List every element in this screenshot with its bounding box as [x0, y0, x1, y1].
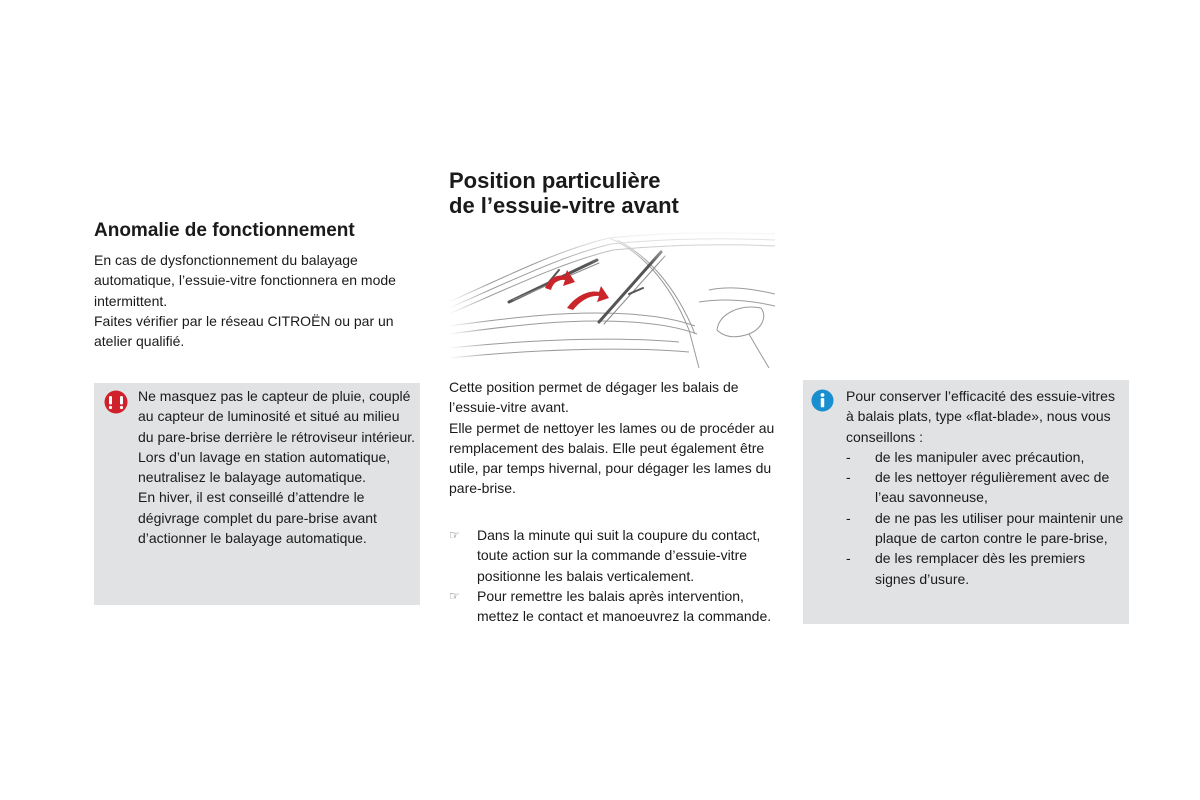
position-paragraph: Elle permet de nettoyer les lames ou de procéder au remplacement des balais. Elle peut également être utile, par temps hivernal, pour dégager les lames du pare-brise.	[449, 419, 775, 497]
list-item-text: de les manipuler avec précaution,	[875, 448, 1085, 465]
tips-list	[846, 447, 1124, 589]
dash-bullet: -	[846, 448, 851, 465]
list-item	[846, 467, 1124, 508]
warning-exclamation-icon	[104, 390, 128, 414]
list-item-text: Pour remettre les balais après intervention, mettez le contact et manoeuvrez la commande.	[477, 587, 772, 625]
info-text	[846, 386, 1124, 589]
anomalie-body	[94, 250, 414, 351]
list-item-text: de ne pas les utiliser pour maintenir une plaque de carton contre le pare-brise,	[875, 509, 1124, 547]
anomalie-paragraph: Faites vérifier par le réseau CITROËN ou par un atelier qualifié.	[94, 312, 394, 350]
warning-paragraph: Lors d’un lavage en station automatique, neutralisez le balayage automatique.	[138, 448, 391, 486]
list-item	[846, 447, 1124, 467]
warning-paragraph: En hiver, il est conseillé d’attendre le dégivrage complet du pare-brise avant d’actionner le balayage automatique.	[138, 489, 377, 547]
section-heading-anomalie: Anomalie de fonctionnement	[94, 220, 355, 241]
list-item	[449, 586, 779, 627]
heading-line: Position particulière	[449, 168, 661, 193]
warning-paragraph: Ne masquez pas le capteur de pluie, couplé au capteur de luminosité et situé au milieu du pare-brise derrière le rétroviseur intérieur.	[138, 388, 416, 445]
dash-bullet: -	[846, 550, 851, 567]
dash-bullet: -	[846, 509, 851, 526]
list-item-text: de les nettoyer régulièrement avec de l’eau savonneuse,	[875, 469, 1110, 506]
position-paragraph: Cette position permet de dégager les balais de l’essuie-vitre avant.	[449, 379, 739, 416]
dash-bullet: -	[846, 469, 851, 486]
list-item-text: de les remplacer dès les premiers signes d’usure.	[875, 550, 1086, 587]
list-item	[846, 548, 1124, 589]
position-body	[449, 377, 775, 499]
anomalie-paragraph: En cas de dysfonctionnement du balayage automatique, l’essuie-vitre fonctionnera en mode intermittent.	[94, 252, 396, 309]
windscreen-wiper-illustration	[449, 230, 775, 368]
heading-line: de l’essuie-vitre avant	[449, 193, 679, 218]
list-item	[846, 508, 1124, 549]
section-heading-position	[449, 168, 679, 218]
warning-text	[138, 386, 416, 548]
pointing-hand-icon: ☞	[449, 588, 460, 603]
pointing-hand-icon: ☞	[449, 528, 460, 542]
list-item	[449, 525, 779, 586]
list-item-text: Dans la minute qui suit la coupure du contact, toute action sur la commande d’essuie-vitre positionne les balais verticalement.	[477, 527, 761, 584]
info-intro: Pour conserver l’efficacité des essuie-vitres à balais plats, type «flat-blade», nous vous conseillons :	[846, 388, 1115, 445]
info-icon	[811, 389, 834, 412]
action-list	[449, 525, 779, 626]
